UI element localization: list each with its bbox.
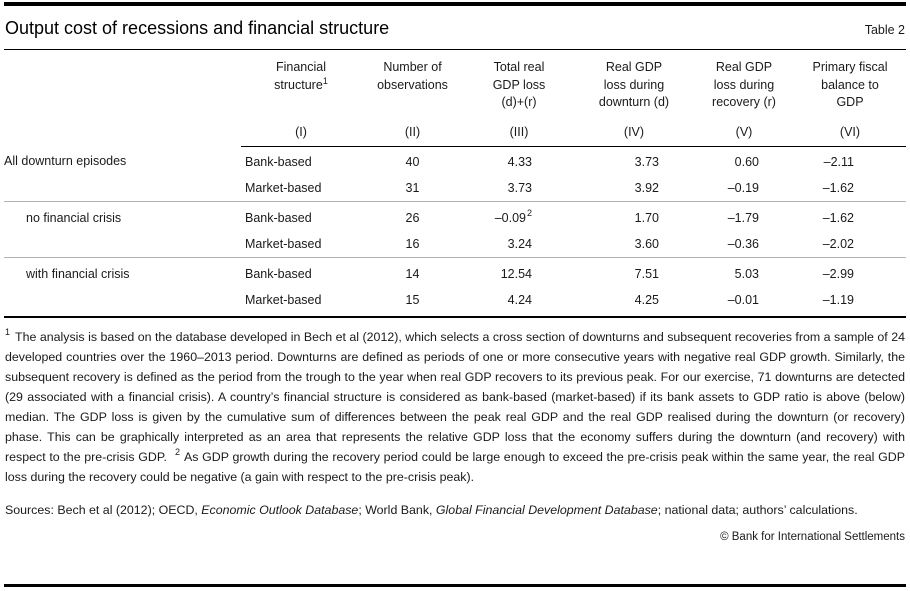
group-label-spacer: [4, 287, 241, 317]
cell-fiscal-balance: –2.11: [823, 154, 854, 169]
group-label-no-crisis: no financial crisis: [4, 201, 241, 231]
col-header-total-gdp-loss: [464, 50, 574, 116]
cell-recovery-loss: –1.79: [694, 201, 794, 231]
numeral-III: (III): [464, 116, 574, 147]
cell-fiscal-balance: –2.02: [822, 236, 854, 251]
header-line: loss during: [603, 77, 665, 92]
header-line: Number of: [383, 60, 442, 74]
header-line: Real GDP: [715, 60, 773, 74]
cell-recovery-loss: 5.03: [694, 257, 794, 287]
col-header-fiscal-balance: [794, 50, 906, 116]
cell-total-loss: –0.09$^2$: [464, 201, 574, 231]
cell-total-loss: 12.54: [464, 257, 574, 287]
cell-structure: Bank-based: [245, 154, 312, 169]
cell-observations: 15: [361, 287, 464, 317]
cell-fiscal-balance: –1.62: [794, 201, 906, 231]
cell-downturn-loss: 4.25: [574, 287, 694, 317]
header-line: downturn (d): [598, 95, 670, 109]
title-row: [4, 6, 906, 49]
header-line: observations: [377, 77, 448, 92]
column-header-row: [4, 50, 906, 116]
cell-total-loss: 3.24: [507, 236, 532, 251]
header-line: Total real: [493, 60, 545, 74]
col-header-loss-recovery: [694, 50, 794, 116]
header-line: Financial: [275, 60, 327, 74]
header-line: structure$^1$: [274, 75, 328, 92]
group-label-all-downturns: All downturn episodes: [4, 154, 127, 169]
cell-observations: 26: [361, 201, 464, 231]
numeral-IV: (IV): [574, 116, 694, 147]
sources-line: Sources: Bech et al (2012); OECD, Economic Outlook Database; World Bank, Global Financial Development Database; national data; authors’ calculations.: [5, 502, 858, 517]
cell-observations: 31: [405, 180, 420, 195]
cell-recovery-loss: –0.01: [694, 287, 794, 317]
cell-downturn-loss: 7.51: [574, 257, 694, 287]
header-line: Real GDP: [605, 60, 663, 74]
cell-structure: Market-based: [245, 180, 322, 195]
table-row: [4, 201, 906, 231]
cell-recovery-loss: –0.36: [727, 236, 759, 251]
numeral-II: (II): [361, 116, 464, 147]
cell-structure: Bank-based: [241, 201, 361, 231]
cell-observations: 40: [405, 154, 420, 169]
table-row: [4, 287, 906, 317]
page-title: Output cost of recessions and financial structure: [5, 18, 390, 38]
col-header-observations: [361, 50, 464, 116]
cell-total-loss: 4.24: [464, 287, 574, 317]
header-line: GDP loss: [492, 77, 546, 92]
cell-structure: Market-based: [241, 287, 361, 317]
footnote-2-marker: 2: [174, 447, 180, 458]
group-label-spacer: [4, 231, 241, 258]
numeral-V: (V): [694, 116, 794, 147]
footnote-marker-2: 2: [526, 208, 532, 219]
col-header-empty: [4, 50, 241, 116]
table-number-label: Table 2: [864, 23, 905, 37]
copyright-notice: © Bank for International Settlements: [720, 530, 905, 543]
header-line: recovery (r): [712, 95, 776, 109]
cell-structure: Bank-based: [241, 257, 361, 287]
numeral-empty: [4, 116, 241, 147]
source-title-oecd: Economic Outlook Database: [201, 502, 359, 517]
cell-downturn-loss: 3.92: [634, 180, 659, 195]
table-row: [4, 257, 906, 287]
header-line: balance to: [821, 77, 879, 92]
footnote-2-body: As GDP growth during the recovery period could be large enough to exceed the pre-crisis peak within the same year, the real GDP loss during the recovery could be negative (a gain with respect to the pre-crisis peak).: [5, 449, 905, 484]
cell-recovery-loss: –0.19: [727, 180, 759, 195]
table-row: [4, 231, 906, 258]
column-numeral-row: [4, 116, 906, 147]
results-table: [4, 50, 906, 318]
header-line: loss during: [713, 77, 775, 92]
source-title-worldbank: Global Financial Development Database: [435, 502, 658, 517]
cell-observations: 16: [405, 236, 420, 251]
header-line: (d)+(r): [501, 95, 537, 109]
header-line: Primary fiscal: [812, 60, 888, 74]
group-label-spacer: [4, 175, 241, 202]
col-header-financial-structure: [241, 50, 361, 116]
table-row: [4, 175, 906, 202]
group-label-with-crisis: with financial crisis: [4, 257, 241, 287]
footnote-1-body: The analysis is based on the database developed in Bech et al (2012), which selects a cross section of downturns and subsequent recoveries from a sample of 24 developed countries over the 1960–2013 period. Downturns are defined as periods of one or more consecutive years with negative real GDP growth. Similarly, the subsequent recovery is defined as the period from the trough to the year when real GDP recovers to its previous peak. For our exercise, 71 downturns are detected (29 associated with a financial crisis). A country’s financial structure is considered as bank-based (market-based) if its bank assets to GDP ratio is above (below) median. The GDP loss is given by the cumulative sum of differences between the peak real GDP and the real GDP realised during the downturn (or recovery) phase. This can be graphically interpreted as an area that represents the relative GDP loss that the economy suffers during the downturn (and recovery) with respect to the pre-crisis GDP.: [5, 329, 905, 464]
footnote-text: [5, 327, 905, 487]
cell-downturn-loss: 3.60: [634, 236, 659, 251]
cell-fiscal-balance: –1.62: [822, 180, 854, 195]
cell-total-loss: 3.73: [507, 180, 532, 195]
numeral-I: (I): [241, 116, 361, 147]
col-header-loss-downturn: [574, 50, 694, 116]
cell-structure: Market-based: [245, 236, 322, 251]
cell-fiscal-balance: –2.99: [794, 257, 906, 287]
cell-total-loss: 4.33: [507, 154, 532, 169]
cell-observations: 14: [361, 257, 464, 287]
table-row: [4, 146, 906, 175]
bottom-divider: [4, 584, 906, 587]
cell-downturn-loss: 1.70: [574, 201, 694, 231]
cell-downturn-loss: 3.73: [634, 154, 659, 169]
cell-recovery-loss: 0.60: [734, 154, 759, 169]
footnote-1-marker: 1: [5, 327, 11, 338]
table-page: [0, 2, 910, 543]
cell-fiscal-balance: –1.19: [794, 287, 906, 317]
footnote-marker-1: 1: [322, 75, 328, 86]
header-line: GDP: [836, 95, 864, 109]
numeral-VI: (VI): [794, 116, 906, 147]
